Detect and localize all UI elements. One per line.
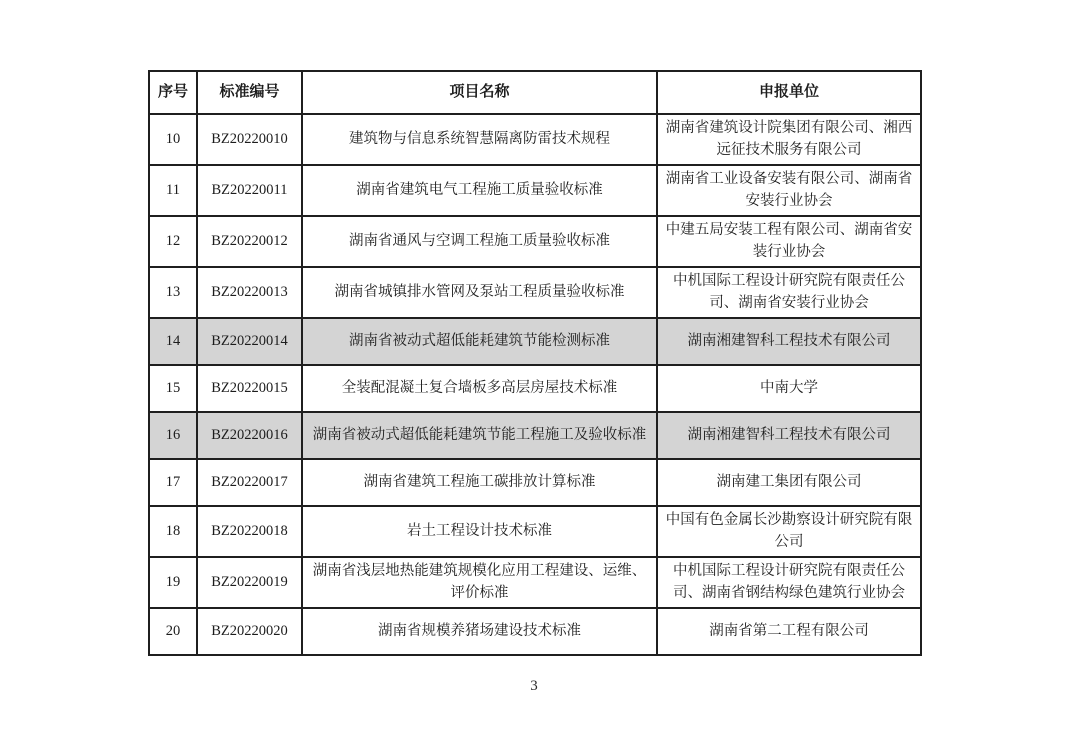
- row-number-cell: 16: [149, 412, 197, 459]
- column-header-org: 申报单位: [657, 71, 921, 114]
- project-name-cell: 湖南省规模养猪场建设技术标准: [302, 608, 657, 655]
- table-row: [149, 506, 921, 557]
- standard-code-cell: BZ20220020: [197, 608, 302, 655]
- table-row: [149, 459, 921, 506]
- table-row-highlighted: [149, 412, 921, 459]
- row-number-cell: 14: [149, 318, 197, 365]
- project-name-cell: 湖南省建筑工程施工碳排放计算标准: [302, 459, 657, 506]
- project-name-cell: 湖南省浅层地热能建筑规模化应用工程建设、运维、评价标准: [302, 557, 657, 608]
- declaring-org-cell: 中机国际工程设计研究院有限责任公司、湖南省钢结构绿色建筑行业协会: [657, 557, 921, 608]
- table-row: [149, 365, 921, 412]
- declaring-org-cell: 湖南湘建智科工程技术有限公司: [657, 412, 921, 459]
- standard-code-cell: BZ20220018: [197, 506, 302, 557]
- standard-code-cell: BZ20220012: [197, 216, 302, 267]
- project-name-cell: 湖南省城镇排水管网及泵站工程质量验收标准: [302, 267, 657, 318]
- table-header-row: [149, 71, 921, 114]
- table-row: [149, 114, 921, 165]
- declaring-org-cell: 中国有色金属长沙勘察设计研究院有限公司: [657, 506, 921, 557]
- declaring-org-cell: 湖南省第二工程有限公司: [657, 608, 921, 655]
- project-name-cell: 湖南省被动式超低能耗建筑节能检测标准: [302, 318, 657, 365]
- column-header-code: 标准编号: [197, 71, 302, 114]
- project-name-cell: 全装配混凝土复合墙板多高层房屋技术标准: [302, 365, 657, 412]
- row-number-cell: 20: [149, 608, 197, 655]
- row-number-cell: 15: [149, 365, 197, 412]
- declaring-org-cell: 中机国际工程设计研究院有限责任公司、湖南省安装行业协会: [657, 267, 921, 318]
- row-number-cell: 13: [149, 267, 197, 318]
- project-name-cell: 湖南省建筑电气工程施工质量验收标准: [302, 165, 657, 216]
- standard-code-cell: BZ20220013: [197, 267, 302, 318]
- project-name-cell: 岩土工程设计技术标准: [302, 506, 657, 557]
- column-header-name: 项目名称: [302, 71, 657, 114]
- row-number-cell: 18: [149, 506, 197, 557]
- declaring-org-cell: 湖南湘建智科工程技术有限公司: [657, 318, 921, 365]
- page-number: 3: [530, 678, 538, 694]
- row-number-cell: 12: [149, 216, 197, 267]
- project-name-cell: 建筑物与信息系统智慧隔离防雷技术规程: [302, 114, 657, 165]
- standard-code-cell: BZ20220015: [197, 365, 302, 412]
- standard-code-cell: BZ20220010: [197, 114, 302, 165]
- declaring-org-cell: 中南大学: [657, 365, 921, 412]
- column-header-no: 序号: [149, 71, 197, 114]
- declaring-org-cell: 中建五局安装工程有限公司、湖南省安装行业协会: [657, 216, 921, 267]
- standard-code-cell: BZ20220016: [197, 412, 302, 459]
- row-number-cell: 19: [149, 557, 197, 608]
- declaring-org-cell: 湖南省建筑设计院集团有限公司、湘西远征技术服务有限公司: [657, 114, 921, 165]
- table-row: [149, 216, 921, 267]
- declaring-org-cell: 湖南省工业设备安装有限公司、湖南省安装行业协会: [657, 165, 921, 216]
- standards-table: [148, 70, 922, 656]
- table-row-highlighted: [149, 318, 921, 365]
- table-row: [149, 608, 921, 655]
- row-number-cell: 11: [149, 165, 197, 216]
- project-name-cell: 湖南省被动式超低能耗建筑节能工程施工及验收标准: [302, 412, 657, 459]
- standard-code-cell: BZ20220011: [197, 165, 302, 216]
- table-row: [149, 267, 921, 318]
- standard-code-cell: BZ20220014: [197, 318, 302, 365]
- standard-code-cell: BZ20220019: [197, 557, 302, 608]
- table-row: [149, 165, 921, 216]
- table-row: [149, 557, 921, 608]
- row-number-cell: 10: [149, 114, 197, 165]
- project-name-cell: 湖南省通风与空调工程施工质量验收标准: [302, 216, 657, 267]
- row-number-cell: 17: [149, 459, 197, 506]
- declaring-org-cell: 湖南建工集团有限公司: [657, 459, 921, 506]
- standard-code-cell: BZ20220017: [197, 459, 302, 506]
